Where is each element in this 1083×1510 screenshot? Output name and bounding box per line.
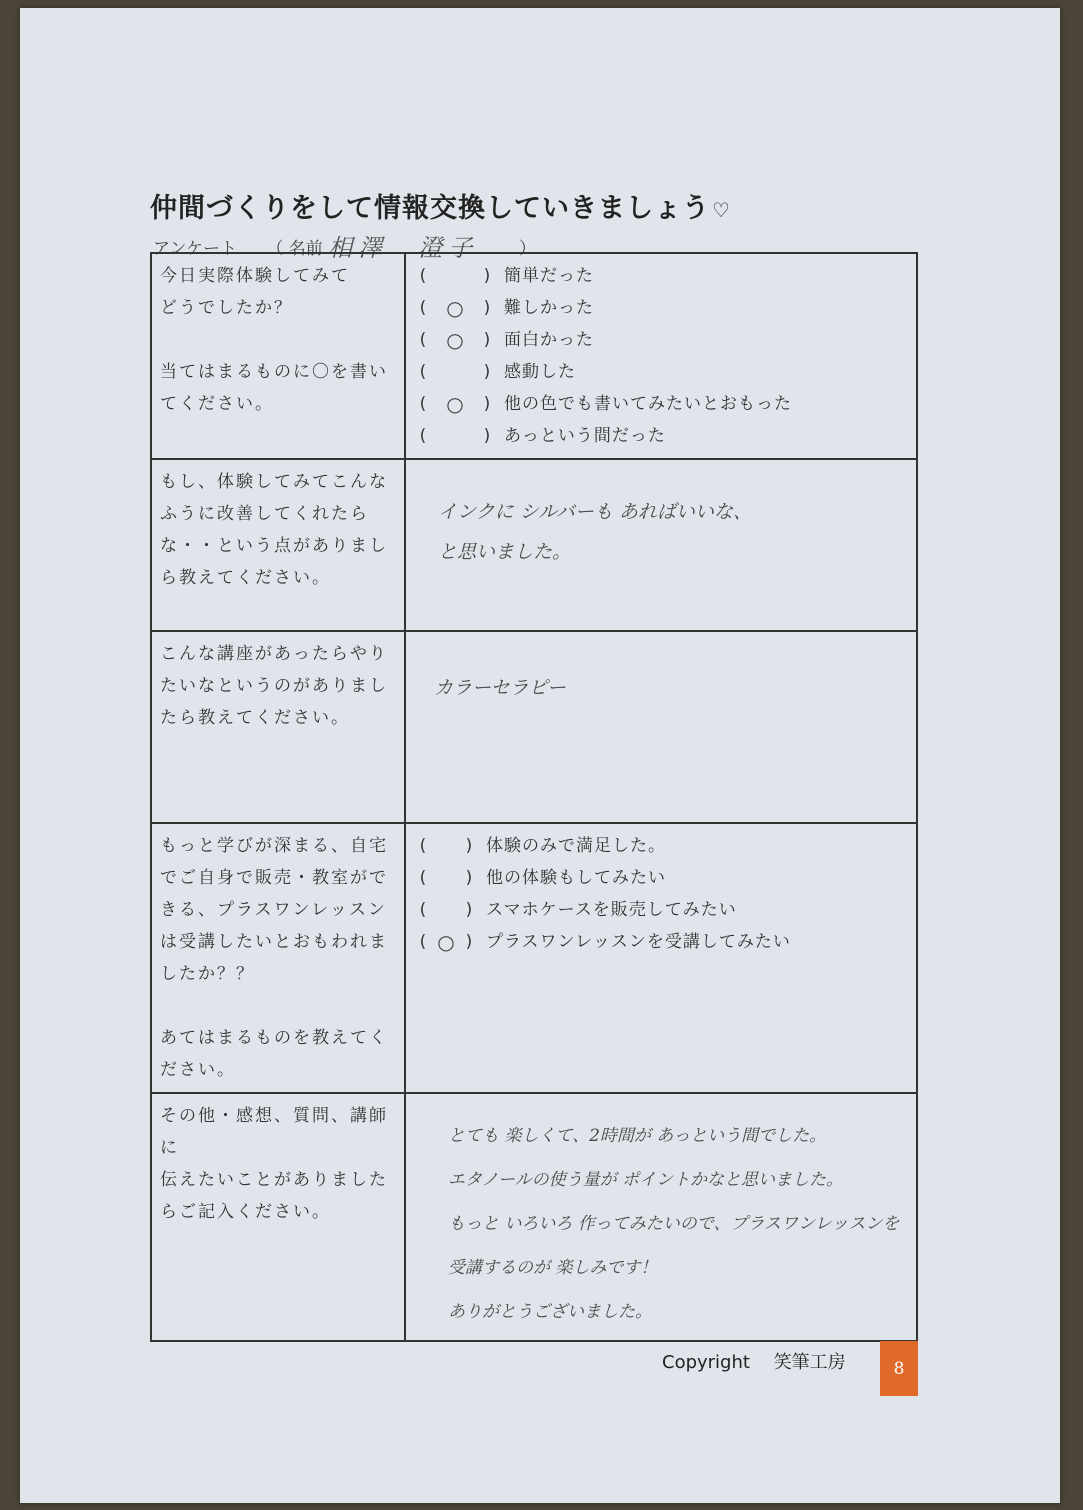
answer-cell <box>405 823 917 1093</box>
handwritten-answer: ありがとうございました。 <box>448 1302 652 1322</box>
table-row <box>151 1093 917 1341</box>
question-cell <box>151 631 405 823</box>
option-fast[interactable]: ( ) あっという間だった <box>414 420 908 452</box>
table-row <box>151 459 917 631</box>
option-label: 体験のみで満足した。 <box>486 836 666 856</box>
question-line: ださい。 <box>160 1060 236 1080</box>
answer-cell[interactable] <box>405 459 917 631</box>
option-interesting[interactable]: ( ○ ) 面白かった <box>414 324 908 356</box>
option-label: あっという間だった <box>504 426 666 446</box>
question-line: な・・という点がありまし <box>160 536 388 556</box>
option-trial-only[interactable]: ( ) 体験のみで満足した。 <box>414 830 908 862</box>
brand-name: 笑筆工房 <box>773 1352 846 1373</box>
survey-table <box>150 252 918 1342</box>
question-line: は受講したいとおもわれま <box>160 932 388 952</box>
option-sell-case[interactable]: ( ) スマホケースを販売してみたい <box>414 894 908 926</box>
option-label: 難しかった <box>504 298 594 318</box>
page-number-badge <box>880 1341 918 1396</box>
question-cell <box>151 253 405 459</box>
handwritten-answer: インクに シルバーも あればいいな、 <box>438 501 752 523</box>
title-text: 仲間づくりをして情報交換していきましょう <box>150 193 710 224</box>
question-cell <box>151 459 405 631</box>
option-label: 他の色でも書いてみたいとおもった <box>504 394 792 414</box>
table-row <box>151 253 917 459</box>
question-line: その他・感想、質問、講師に <box>160 1106 388 1158</box>
option-mark: ○ <box>446 296 464 320</box>
option-moved[interactable]: ( ) 感動した <box>414 356 908 388</box>
handwritten-answer: 受講するのが 楽しみです！ <box>448 1258 658 1278</box>
question-line: もし、体験してみてこんな <box>160 472 388 492</box>
question-line: こんな講座があったらやり <box>160 644 388 664</box>
question-line: したか？？ <box>160 964 255 984</box>
question-line: ふうに改善してくれたら <box>160 504 369 524</box>
handwritten-answer: もっと いろいろ 作ってみたいので、プラスワンレッスンを <box>448 1214 900 1234</box>
footer <box>662 1348 846 1374</box>
handwritten-answer: エタノールの使う量が ポイントかなと思いました。 <box>448 1170 844 1190</box>
option-label: 感動した <box>504 362 576 382</box>
question-line: 当てはまるものに〇を書い <box>160 362 388 382</box>
option-label: 面白かった <box>504 330 594 350</box>
question-line: もっと学びが深まる、自宅 <box>160 836 388 856</box>
heart-outline-icon: ♡ <box>712 198 731 222</box>
option-other-trials[interactable]: ( ) 他の体験もしてみたい <box>414 862 908 894</box>
handwritten-answer: と思いました。 <box>438 541 572 563</box>
question-line: てください。 <box>160 394 274 414</box>
question-line: らご記入ください。 <box>160 1202 331 1222</box>
question-line: どうでしたか？ <box>160 298 293 318</box>
option-mark: ○ <box>446 328 464 352</box>
option-mark: ○ <box>437 930 455 954</box>
open-paren: （ <box>266 239 284 259</box>
handwritten-answer: とても 楽しくて、2時間が あっという間でした。 <box>448 1126 827 1146</box>
page-number: 8 <box>893 1358 905 1379</box>
option-label: スマホケースを販売してみたい <box>486 900 737 920</box>
question-line: あてはまるものを教えてく <box>160 1028 388 1048</box>
option-difficult[interactable]: ( ○ ) 難しかった <box>414 292 908 324</box>
question-line: たいなというのがありまし <box>160 676 388 696</box>
answer-cell[interactable] <box>405 1093 917 1341</box>
question-line: たら教えてください。 <box>160 708 350 728</box>
option-plus-one[interactable]: ( ○ ) プラスワンレッスンを受講してみたい <box>414 926 908 958</box>
table-row <box>151 823 917 1093</box>
option-label: 簡単だった <box>504 266 594 286</box>
question-cell <box>151 1093 405 1341</box>
option-label: プラスワンレッスンを受講してみたい <box>486 932 791 952</box>
name-value: 相澤 澄子 <box>328 234 479 262</box>
page-title <box>150 186 731 225</box>
survey-label: アンケート <box>153 239 237 259</box>
option-label: 他の体験もしてみたい <box>486 868 666 888</box>
question-line: きる、プラスワンレッスン <box>160 900 387 920</box>
question-line: でご自身で販売・教室がで <box>160 868 388 888</box>
question-line: ら教えてください。 <box>160 568 331 588</box>
question-line: 今日実際体験してみて <box>160 266 350 286</box>
option-other-colors[interactable]: ( ○ ) 他の色でも書いてみたいとおもった <box>414 388 908 420</box>
question-line: 伝えたいことがありました <box>160 1170 388 1190</box>
copyright-text: Copyright <box>662 1352 750 1373</box>
table-row <box>151 631 917 823</box>
answer-cell[interactable] <box>405 631 917 823</box>
question-cell <box>151 823 405 1093</box>
option-easy[interactable]: ( ) 簡単だった <box>414 260 908 292</box>
name-label: 名前 <box>288 239 323 259</box>
option-mark: ○ <box>446 392 464 416</box>
answer-cell <box>405 253 917 459</box>
close-paren: ） <box>519 239 537 259</box>
handwritten-answer: カラーセラピー <box>434 677 566 699</box>
